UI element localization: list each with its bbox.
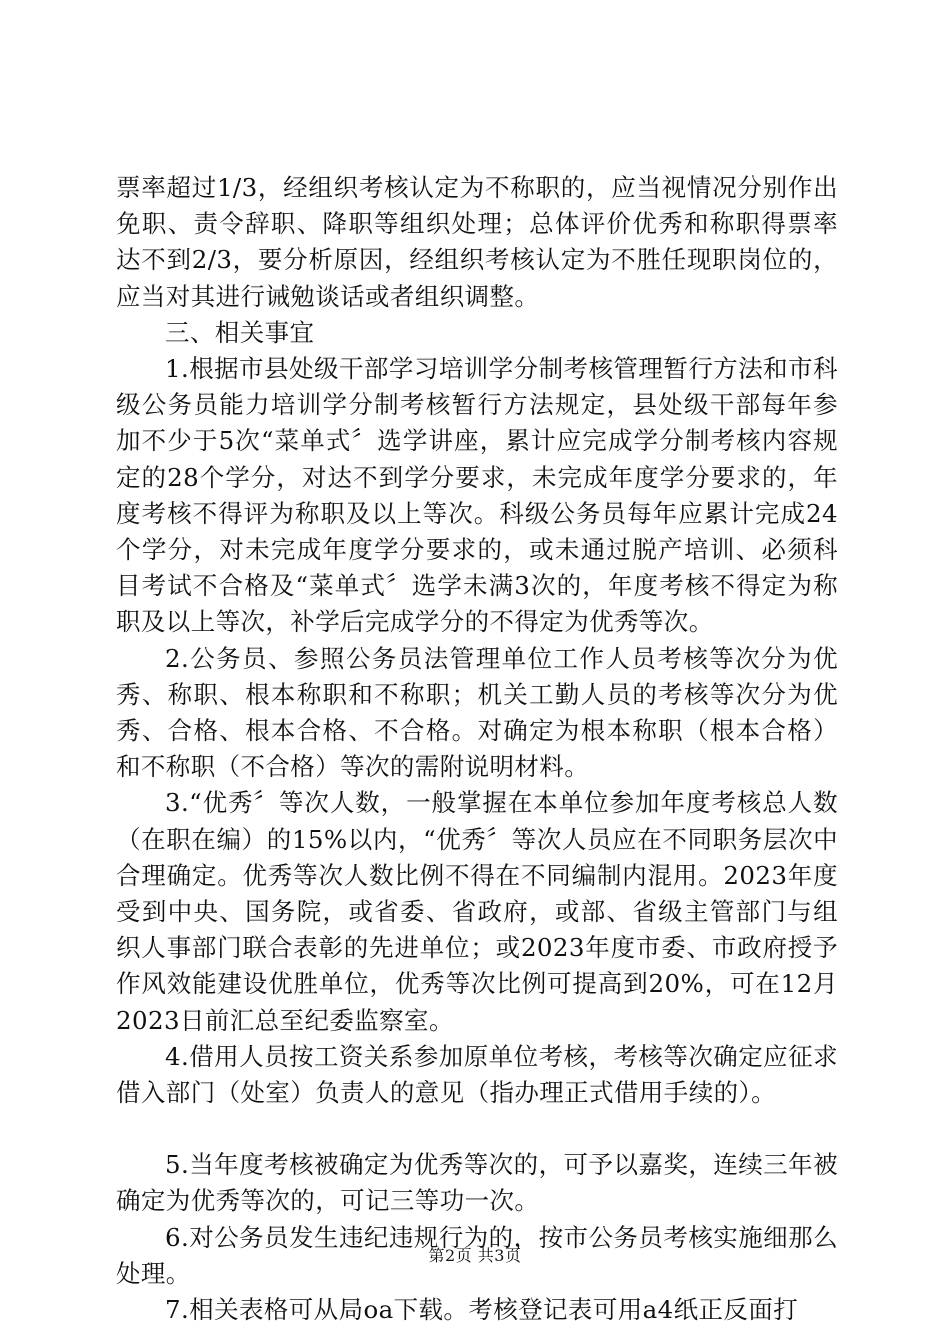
paragraph-item-3: 3.“优秀〞等次人数，一般掌握在本单位参加年度考核总人数（在职在编）的15%以内，“优秀〞等次人员应在不同职务层次中合理确定。优秀等次人数比例不得在不同编制内混用。2023年度受到中央、国务院，或省委、省政府，或部、省级主管部门与组织人事部门联合表彰的先进单位；或2023年度市委、市政府授予作风效能建设优胜单位，优秀等次比例可提高到20%，可在12月2023日前汇总至纪委监察室。	[116, 788, 838, 1035]
paragraph-item-7: 7.相关表格可从局oa下载。考核登记表可用a4纸正反面打	[165, 1295, 799, 1325]
paragraph-item-2: 2.公务员、参照公务员法管理单位工作人员考核等次分为优秀、称职、根本称职和不称职；机关工勤人员的考核等次分为优秀、合格、根本合格、不合格。对确定为根本称职（根本合格）和不称职（不合格）等次的需附说明材料。	[116, 643, 838, 782]
page-number: 第2页 共3页	[428, 1246, 522, 1265]
paragraph-item-1: 1.根据市县处级干部学习培训学分制考核管理暂行方法和市科级公务员能力培训学分制考核暂行方法规定，县处级干部每年参加不少于5次“菜单式〞选学讲座，累计应完成学分制考核内容规定的28个学分，对达不到学分要求，未完成年度学分要求的，年度考核不得评为称职及以上等次。科级公务员每年应累计完成24个学分，对未完成年度学分要求的，或未通过脱产培训、必须科目考试不合格及“菜单式〞选学未满3次的，年度考核不得定为称职及以上等次，补学后完成学分的不得定为优秀等次。	[116, 354, 838, 637]
paragraph-item-5: 5.当年度考核被确定为优秀等次的，可予以嘉奖，连续三年被确定为优秀等次的，可记三等功一次。	[116, 1150, 838, 1216]
section-heading: 三、相关事宜	[165, 317, 315, 347]
paragraph-continued: 票率超过1/3，经组织考核认定为不称职的，应当视情况分别作出免职、责令辞职、降职等组织处理；总体评价优秀和称职得票率达不到2/3，要分析原因，经组织考核认定为不胜任现职岗位的，应当对其进行诫勉谈话或者组织调整。	[116, 173, 838, 311]
paragraph-item-4: 4.借用人员按工资关系参加原单位考核，考核等次确定应征求借入部门（处室）负责人的意见（指办理正式借用手续的）。	[116, 1041, 838, 1108]
paragraph-item-6: 6.对公务员发生违纪违规行为的，按市公务员考核实施细那么处理。	[116, 1222, 838, 1288]
document-body	[116, 170, 838, 1328]
